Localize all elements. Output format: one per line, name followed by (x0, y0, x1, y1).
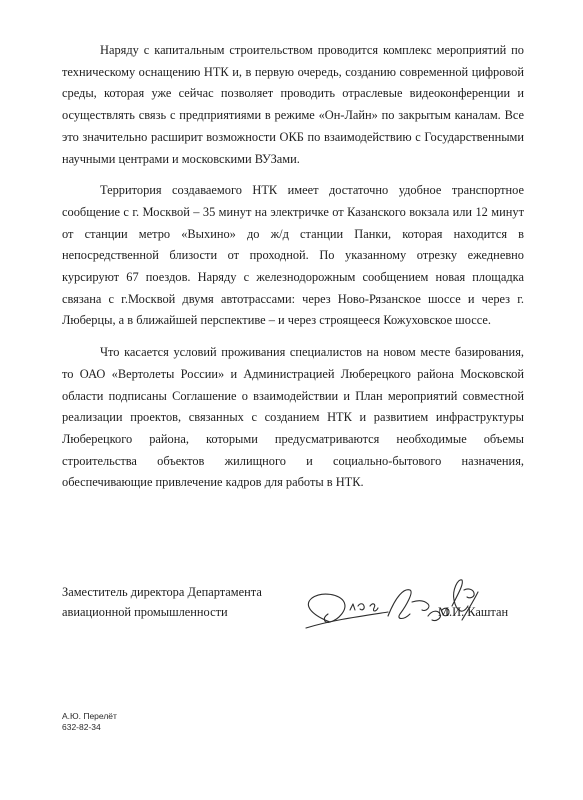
signatory-name: М.И. Каштан (438, 605, 509, 619)
paragraph-3: Что касается условий проживания специалистов на новом месте базирования, то ОАО «Вертолеты России» и Администрацией Люберецкого района Московской области подписаны Соглашение о взаимодействии и План мероприятий совместной реализации проектов, связанных с созданием НТК и развитием инфраструктуры Люберецкого района, которыми предусматриваются необходимые объемы строительства объектов жилищного и социально-бытового назначения, обеспечивающие привлечение кадров для работы в НТК. (62, 345, 524, 490)
signature-block (62, 582, 524, 652)
executor-phone: 632-82-34 (62, 722, 101, 732)
document-body (62, 40, 524, 494)
executor-footer (62, 711, 117, 733)
paragraph-1: Наряду с капитальным строительством проводится комплекс мероприятий по техническому оснащению НТК и, в первую очередь, созданию современной цифровой среды, которая уже сейчас позволяет проводить отраслевые видеоконференции и осуществлять связь с предприятиями в режиме «Он-Лайн» по закрытым каналам. Все это значительно расширит возможности ОКБ по взаимодействию с Государственными научными центрами и московскими ВУЗами. (62, 43, 524, 166)
executor-name: А.Ю. Перелёт (62, 711, 117, 721)
signatory-title-line-1: Заместитель директора Департамента (62, 585, 262, 599)
signatory-title-line-2: авиационной промышленности (62, 605, 228, 619)
signatory-title (62, 582, 302, 622)
paragraph-2: Территория создаваемого НТК имеет достаточно удобное транспортное сообщение с г. Москвой – 35 минут на электричке от Казанского вокзала или 12 минут от станции метро «Выхино» до ж/д станции Панки, которая находится в непосредственной близости от проходной. По указанному отрезку ежедневно курсируют 67 поездов. Наряду с железнодорожным сообщением новая площадка связана с г.Москвой двумя автотрассами: через Ново-Рязанское шоссе и через г. Люберцы, а в ближайшей перспективе – и через строящееся Кожуховское шоссе. (62, 183, 524, 328)
